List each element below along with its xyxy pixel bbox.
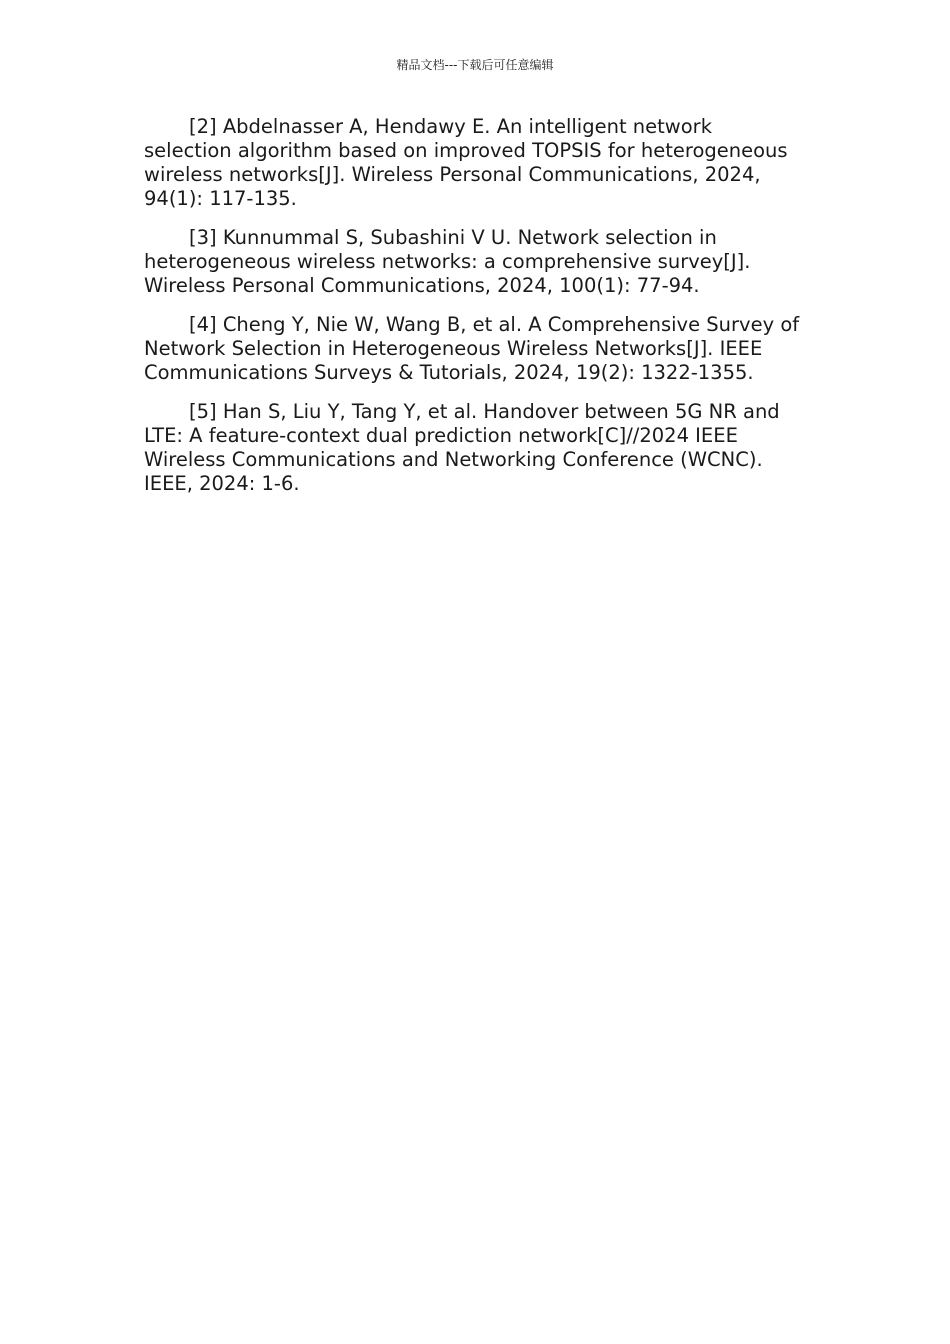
- page-header: 精品文档---下载后可任意编辑: [396, 58, 554, 72]
- reference-entry: [3] Kunnummal S, Subashini V U. Network selection in heterogeneous wireless networks: a comprehensive survey[J]. Wireless Personal Communications, 2024, 100(1): 77-94.: [144, 226, 751, 297]
- reference-list: [144, 115, 804, 511]
- reference-entry: [5] Han S, Liu Y, Tang Y, et al. Handover between 5G NR and LTE: A feature-context dual prediction network[C]//2024 IEEE Wireless Communications and Networking Conference (WCNC). IEEE, 2024: 1-6.: [144, 400, 780, 495]
- reference-entry: [2] Abdelnasser A, Hendawy E. An intelligent network selection algorithm based on improved TOPSIS for heterogeneous wireless networks[J]. Wireless Personal Communications, 2024, 94(1): 117-135.: [144, 115, 788, 210]
- reference-entry: [4] Cheng Y, Nie W, Wang B, et al. A Comprehensive Survey of Network Selection in Heterogeneous Wireless Networks[J]. IEEE Communications Surveys & Tutorials, 2024, 19(2): 1322-1355.: [144, 313, 800, 384]
